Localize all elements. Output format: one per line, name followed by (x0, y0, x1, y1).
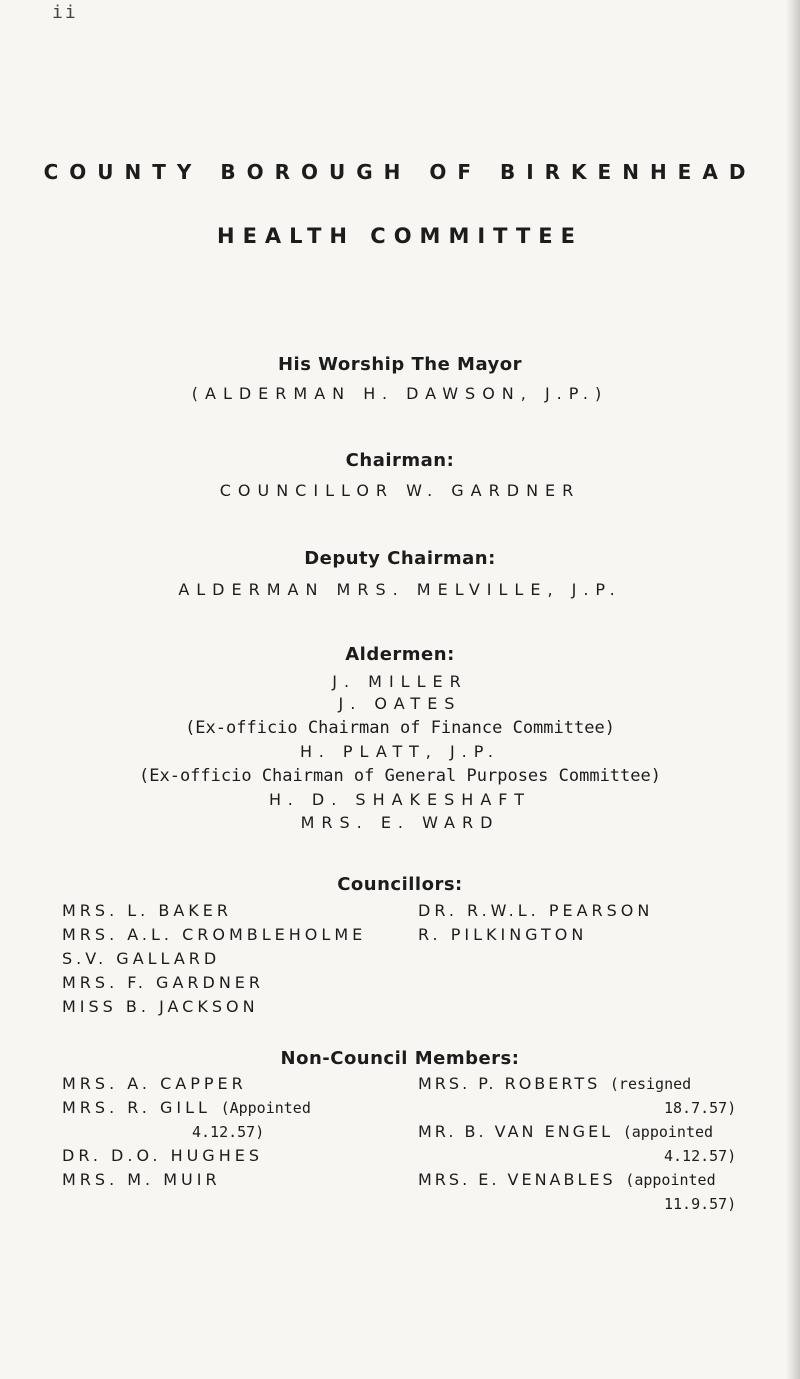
non-council-row (62, 1168, 311, 1192)
non-council-row (62, 1072, 311, 1096)
councillor-name: S.V. GALLARD (62, 949, 221, 968)
member-name: MRS. P. ROBERTS (418, 1074, 601, 1093)
alderman-note: (Ex-officio Chairman of General Purposes Committee) (139, 766, 661, 786)
councillor-name: R. PILKINGTON (418, 925, 588, 944)
alderman-name: MRS. E. WARD (300, 813, 500, 832)
councillor-name: MRS. F. GARDNER (62, 973, 265, 992)
non-council-left-column (62, 1072, 311, 1192)
councillor-name: DR. R.W.L. PEARSON (418, 901, 654, 920)
member-note: (Appointed (220, 1099, 311, 1117)
non-council-row (418, 1072, 736, 1096)
aldermen-heading: Aldermen: (345, 644, 455, 665)
member-name: DR. D.O. HUGHES (62, 1146, 263, 1165)
committee-title: HEALTH COMMITTEE (217, 224, 583, 248)
page-number: ii (52, 2, 78, 23)
member-note: (resigned (609, 1075, 692, 1093)
councillor-name: MISS B. JACKSON (62, 997, 259, 1016)
member-name: MRS. E. VENABLES (418, 1170, 616, 1189)
member-name: MRS. A. CAPPER (62, 1074, 247, 1093)
alderman-name: H. PLATT, J.P. (299, 742, 501, 761)
non-council-row (62, 1120, 311, 1144)
member-note: (appointed (625, 1171, 716, 1189)
non-council-row (418, 1144, 736, 1168)
councillors-right-column (418, 899, 653, 947)
non-council-row (418, 1168, 736, 1192)
non-council-row (418, 1192, 736, 1216)
non-council-row (418, 1120, 736, 1144)
alderman-name: J. MILLER (332, 672, 468, 691)
alderman-note: (Ex-officio Chairman of Finance Committee) (185, 718, 615, 738)
councillor-name: MRS. A.L. CROMBLEHOLME (62, 925, 367, 944)
councillors-left-column (62, 899, 366, 1019)
member-name: MRS. M. MUIR (62, 1170, 221, 1189)
non-council-right-column (418, 1072, 736, 1216)
alderman-name: H. D. SHAKESHAFT (269, 790, 531, 809)
member-name: MR. B. VAN ENGEL (418, 1122, 614, 1141)
deputy-chairman-heading: Deputy Chairman: (304, 548, 496, 569)
member-note: 4.12.57) (664, 1147, 737, 1165)
member-note: (appointed (622, 1123, 714, 1141)
non-council-row (418, 1096, 736, 1120)
alderman-name: J. OATES (338, 694, 462, 713)
councillor-name: MRS. L. BAKER (62, 901, 232, 920)
deputy-chairman-name: ALDERMAN MRS. MELVILLE, J.P. (178, 580, 622, 599)
mayor-heading: His Worship The Mayor (277, 354, 523, 375)
non-council-row (62, 1096, 311, 1120)
councillors-heading: Councillors: (337, 874, 463, 895)
member-note: 4.12.57) (192, 1123, 265, 1141)
chairman-heading: Chairman: (345, 450, 455, 471)
member-note: 18.7.57) (664, 1099, 737, 1117)
member-name: MRS. R. GILL (62, 1098, 211, 1117)
chairman-name: COUNCILLOR W. GARDNER (219, 481, 581, 500)
non-council-row (62, 1144, 311, 1168)
non-council-heading: Non-Council Members: (280, 1048, 520, 1069)
page-edge-shadow (786, 0, 800, 1379)
mayor-name: (ALDERMAN H. DAWSON, J.P.) (191, 384, 609, 403)
borough-title: COUNTY BOROUGH OF BIRKENHEAD (43, 160, 757, 184)
member-note: 11.9.57) (664, 1195, 737, 1213)
